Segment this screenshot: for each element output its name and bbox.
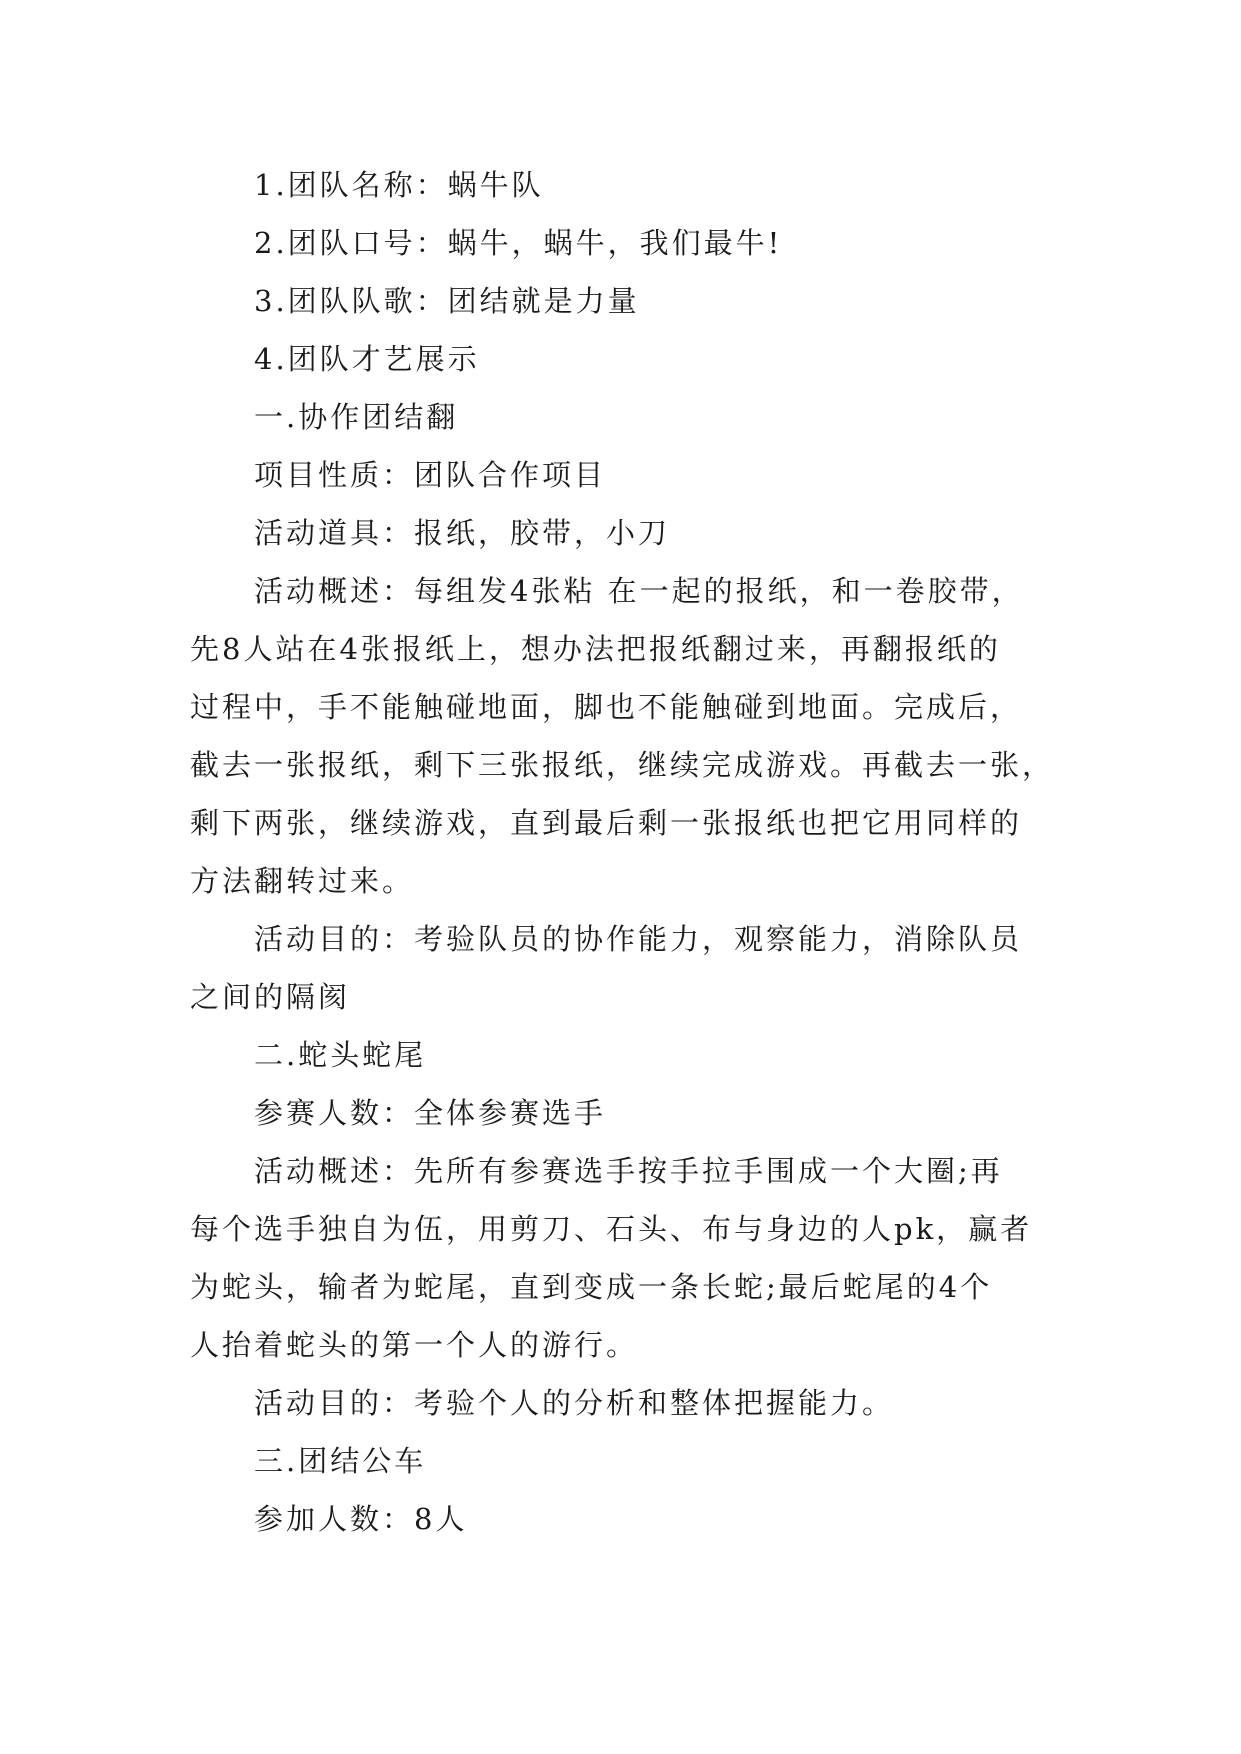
document-body — [190, 156, 1060, 1548]
text-line: 活动目的：考验个人的分析和整体把握能力。 — [254, 1386, 895, 1420]
section-heading: 二.蛇头蛇尾 — [254, 1038, 427, 1072]
text-line: 参加人数：8人 — [254, 1502, 468, 1536]
text-line: 之间的隔阂 — [190, 980, 351, 1014]
text-line: 人抬着蛇头的第一个人的游行。 — [190, 1328, 639, 1362]
text-line: 方法翻转过来。 — [190, 864, 415, 898]
text-line: 3.团队队歌：团结就是力量 — [254, 284, 640, 318]
text-line: 活动道具：报纸，胶带，小刀 — [254, 516, 671, 550]
text-line: 先8人站在4张报纸上，想办法把报纸翻过来，再翻报纸的 — [190, 632, 1001, 666]
text-line: 剩下两张，继续游戏，直到最后剩一张报纸也把它用同样的 — [190, 806, 1023, 840]
section-heading: 三.团结公车 — [254, 1444, 427, 1478]
section-heading: 一.协作团结翻 — [254, 400, 459, 434]
text-line: 截去一张报纸，剩下三张报纸，继续完成游戏。再截去一张， — [190, 748, 1055, 782]
text-line: 为蛇头，输者为蛇尾，直到变成一条长蛇;最后蛇尾的4个 — [190, 1270, 993, 1304]
text-line: 活动目的：考验队员的协作能力，观察能力，消除队员 — [254, 922, 1023, 956]
text-line: 4.团队才艺展示 — [254, 342, 480, 376]
text-line: 活动概述：先所有参赛选手按手拉手围成一个大圈;再 — [254, 1154, 1003, 1188]
text-line: 活动概述：每组发4张粘 在一起的报纸，和一卷胶带， — [254, 574, 1024, 608]
text-line: 每个选手独自为伍，用剪刀、石头、布与身边的人pk，赢者 — [190, 1212, 1033, 1246]
text-line: 项目性质：团队合作项目 — [254, 458, 607, 492]
text-line: 1.团队名称：蜗牛队 — [254, 168, 544, 202]
text-line: 参赛人数：全体参赛选手 — [254, 1096, 607, 1130]
text-line: 2.团队口号：蜗牛，蜗牛，我们最牛! — [254, 226, 783, 260]
text-line: 过程中，手不能触碰地面，脚也不能触碰到地面。完成后， — [190, 690, 1023, 724]
